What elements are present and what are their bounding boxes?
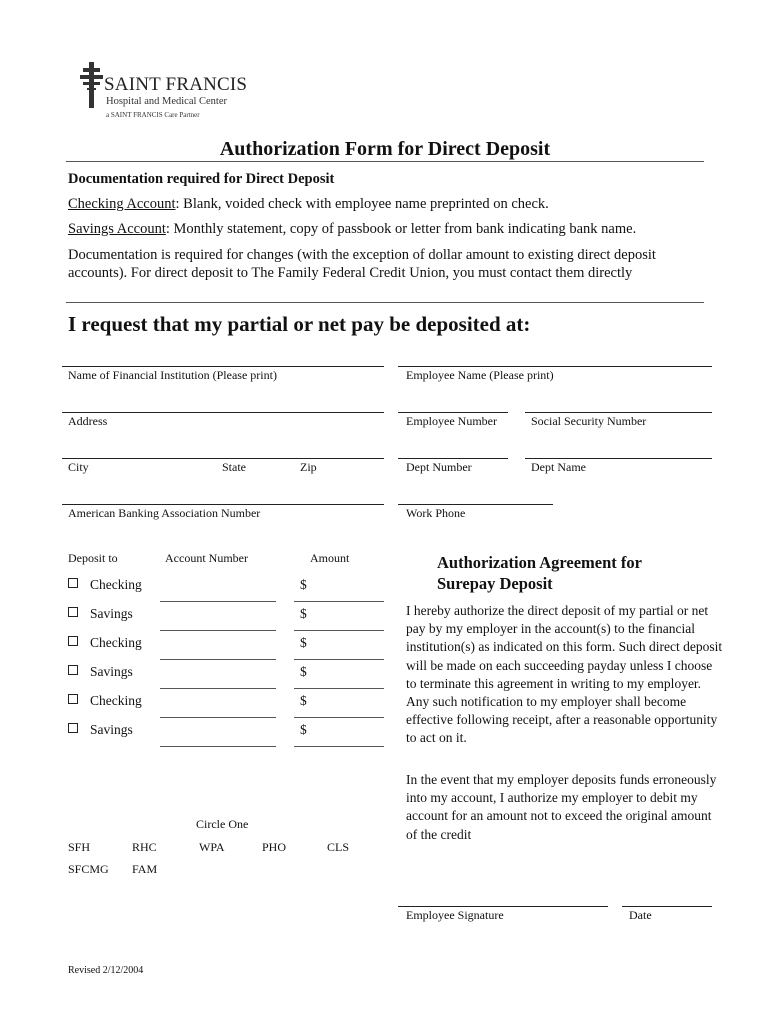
- checking-account-label: Checking Account: [68, 196, 176, 212]
- deposit-type: Savings: [90, 664, 133, 679]
- deposit-type: Checking: [90, 693, 142, 708]
- savings-account-requirement: [68, 221, 636, 238]
- financial-institution-line[interactable]: [62, 366, 384, 367]
- option-cls[interactable]: CLS: [327, 840, 350, 854]
- city-label: City: [68, 460, 89, 474]
- logo-partner: a SAINT FRANCIS Care Partner: [106, 111, 200, 119]
- account-number-header: Account Number: [165, 551, 248, 565]
- agreement-paragraph-1: I hereby authorize the direct deposit of my partial or net pay by my employer in the account(s) to the financial institution(s) as indicated on this form. Such direct deposit will be made on each succeeding payday unless I choose to terminate this agreement in writing to my employer. Any such notification to my employer shall become effective following receipt, after a reasonable opportunity to act on it.: [406, 603, 723, 746]
- address-label: Address: [68, 414, 108, 428]
- dept-name-label: Dept Name: [531, 460, 586, 474]
- dollar-sign: $: [300, 693, 307, 708]
- amount-line[interactable]: [294, 630, 384, 631]
- dept-name-line[interactable]: [525, 458, 712, 459]
- dept-number-line[interactable]: [398, 458, 508, 459]
- date-line[interactable]: [622, 906, 712, 907]
- checkbox[interactable]: [68, 607, 78, 617]
- revised-date: Revised 2/12/2004: [68, 965, 144, 976]
- amount-line[interactable]: [294, 688, 384, 689]
- hospital-cross-logo-icon: [80, 62, 104, 108]
- savings-checkbox-row[interactable]: [68, 722, 133, 738]
- checking-checkbox-row[interactable]: [68, 635, 142, 651]
- agreement-heading-line2: Surepay Deposit: [437, 574, 553, 593]
- section-rule: [66, 302, 704, 303]
- employee-name-line[interactable]: [398, 366, 712, 367]
- deposit-type: Checking: [90, 577, 142, 592]
- account-number-line[interactable]: [160, 659, 276, 660]
- option-sfh[interactable]: SFH: [68, 840, 91, 854]
- account-number-line[interactable]: [160, 630, 276, 631]
- option-sfcmg[interactable]: SFCMG: [68, 862, 109, 876]
- employee-number-line[interactable]: [398, 412, 508, 413]
- checkbox[interactable]: [68, 723, 78, 733]
- changes-note-line2: accounts). For direct deposit to The Family Federal Credit Union, you must contact them directly: [68, 265, 633, 281]
- logo-name: SAINT FRANCIS: [104, 74, 248, 95]
- amount-line[interactable]: [294, 601, 384, 602]
- option-rhc[interactable]: RHC: [132, 840, 157, 854]
- ssn-label: Social Security Number: [531, 414, 647, 428]
- amount-header: Amount: [310, 551, 350, 565]
- zip-label: Zip: [300, 460, 317, 474]
- checkbox[interactable]: [68, 665, 78, 675]
- amount-line[interactable]: [294, 659, 384, 660]
- deposit-type: Savings: [90, 606, 133, 621]
- dollar-sign: $: [300, 606, 307, 621]
- checkbox[interactable]: [68, 694, 78, 704]
- aba-number-line[interactable]: [62, 504, 384, 505]
- option-pho[interactable]: PHO: [262, 840, 287, 854]
- aba-number-label: American Banking Association Number: [68, 506, 261, 520]
- page-title: Authorization Form for Direct Deposit: [219, 138, 551, 160]
- account-number-line[interactable]: [160, 746, 276, 747]
- deposit-type: Checking: [90, 635, 142, 650]
- savings-checkbox-row[interactable]: [68, 606, 133, 622]
- request-heading: I request that my partial or net pay be deposited at:: [68, 312, 531, 336]
- savings-checkbox-row[interactable]: [68, 664, 133, 680]
- option-wpa[interactable]: WPA: [199, 840, 225, 854]
- dept-number-label: Dept Number: [406, 460, 472, 474]
- deposit-to-header: Deposit to: [68, 551, 118, 565]
- deposit-type: Savings: [90, 722, 133, 737]
- dollar-sign: $: [300, 635, 307, 650]
- title-rule: [66, 161, 704, 162]
- amount-line[interactable]: [294, 717, 384, 718]
- checking-account-requirement: [68, 196, 549, 213]
- checking-checkbox-row[interactable]: [68, 577, 142, 593]
- agreement-heading-line1: Authorization Agreement for: [437, 553, 642, 572]
- agreement-heading: [437, 552, 737, 594]
- ssn-line[interactable]: [525, 412, 712, 413]
- work-phone-line[interactable]: [398, 504, 553, 505]
- circle-one-label: Circle One: [196, 817, 249, 831]
- account-number-line[interactable]: [160, 688, 276, 689]
- savings-account-label: Savings Account: [68, 221, 166, 237]
- employee-signature-line[interactable]: [398, 906, 608, 907]
- financial-institution-label: Name of Financial Institution (Please print): [68, 368, 277, 382]
- work-phone-label: Work Phone: [406, 506, 466, 520]
- checkbox[interactable]: [68, 636, 78, 646]
- dollar-sign: $: [300, 664, 307, 679]
- employee-signature-label: Employee Signature: [406, 908, 504, 922]
- dollar-sign: $: [300, 577, 307, 592]
- employee-name-label: Employee Name (Please print): [406, 368, 554, 382]
- logo-subtitle: Hospital and Medical Center: [106, 96, 228, 107]
- option-fam[interactable]: FAM: [132, 862, 158, 876]
- account-number-line[interactable]: [160, 717, 276, 718]
- employee-number-label: Employee Number: [406, 414, 497, 428]
- documentation-heading: Documentation required for Direct Deposit: [68, 171, 335, 187]
- savings-account-text: : Monthly statement, copy of passbook or letter from bank indicating bank name.: [165, 221, 637, 237]
- date-label: Date: [629, 908, 652, 922]
- agreement-paragraph-2: In the event that my employer deposits funds erroneously into my account, I authorize my employer to debit my account for an amount not to exceed the original amount of the credit: [406, 772, 717, 842]
- checking-account-text: : Blank, voided check with employee name preprinted on check.: [175, 196, 549, 212]
- account-number-line[interactable]: [160, 601, 276, 602]
- dollar-sign: $: [300, 722, 307, 737]
- address-line[interactable]: [62, 412, 384, 413]
- changes-note-line1: Documentation is required for changes (with the exception of dollar amount to existing direct deposit: [68, 247, 656, 263]
- amount-line[interactable]: [294, 746, 384, 747]
- city-state-zip-line[interactable]: [62, 458, 384, 459]
- checkbox[interactable]: [68, 578, 78, 588]
- checking-checkbox-row[interactable]: [68, 693, 142, 709]
- state-label: State: [222, 460, 246, 474]
